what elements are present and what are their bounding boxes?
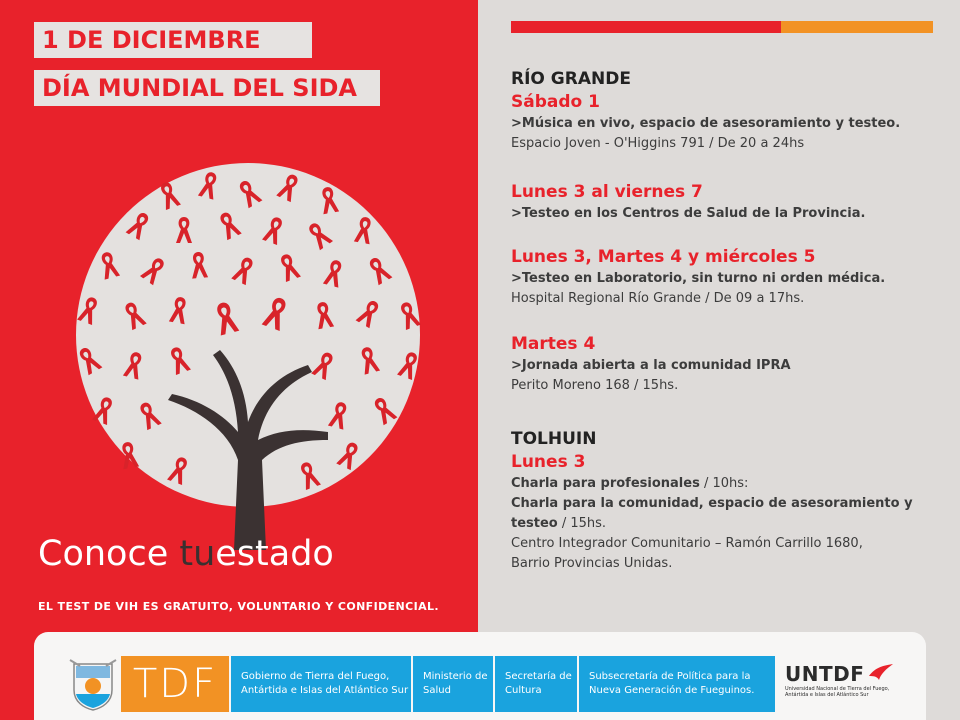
event-block <box>511 332 951 396</box>
talk-professionals-time: / 10hs: <box>699 476 749 491</box>
event-desc: >Testeo en Laboratorio, sin turno ni orden médica. <box>511 271 886 286</box>
top-accent-bar <box>511 21 933 33</box>
rio-grande-section <box>511 68 951 154</box>
untdf-logo <box>785 662 895 706</box>
event-place-2: Barrio Provincias Unidas. <box>511 556 673 571</box>
event-desc: >Testeo en los Centros de Salud de la Provincia. <box>511 206 866 221</box>
subsecretaria-label: Subsecretaría de Política para la Nueva Generación de Fueguinos. <box>579 656 775 712</box>
city-tolhuin: TOLHUIN <box>511 429 597 449</box>
ministerio-label: Ministerio de Salud <box>413 656 493 712</box>
event-block <box>511 245 951 309</box>
event-date: Lunes 3, Martes 4 y miércoles 5 <box>511 247 816 267</box>
event-place: Centro Integrador Comunitario – Ramón Carrillo 1680, <box>511 536 863 551</box>
slogan-part1: Conoce <box>38 534 169 574</box>
event-date: Lunes 3 <box>511 452 586 472</box>
event-place: Hospital Regional Río Grande / De 09 a 17hs. <box>511 291 805 306</box>
city-rio-grande: RÍO GRANDE <box>511 69 631 89</box>
date-tag: 1 DE DICIEMBRE <box>34 22 312 58</box>
untdf-subtitle: Universidad Nacional de Tierra del Fuego, Antártida e Islas del Atlántico Sur <box>785 686 890 698</box>
event-date: Lunes 3 al viernes 7 <box>511 182 703 202</box>
talk-professionals: Charla para profesionales <box>511 476 700 491</box>
disclaimer: EL TEST DE VIH ES GRATUITO, VOLUNTARIO Y CONFIDENCIAL. <box>38 600 439 613</box>
untdf-title: UNTDF <box>785 662 865 686</box>
talk-community-time: / 15hs. <box>557 516 607 531</box>
title-tag: DÍA MUNDIAL DEL SIDA <box>34 70 380 106</box>
slogan-part3: estado <box>215 534 334 574</box>
gob-label: Gobierno de Tierra del Fuego, Antártida e Islas del Atlántico Sur <box>231 656 411 712</box>
event-date: Sábado 1 <box>511 92 600 112</box>
tdf-logo: TDF <box>121 656 229 712</box>
event-place: Perito Moreno 168 / 15hs. <box>511 378 679 393</box>
event-block <box>511 180 951 224</box>
ribbon-tree-illustration <box>38 160 458 560</box>
talk-community: Charla para la comunidad, espacio de asesoramiento y testeo <box>511 496 913 531</box>
event-desc: >Jornada abierta a la comunidad IPRA <box>511 358 791 373</box>
event-desc: >Música en vivo, espacio de asesoramiento y testeo. <box>511 116 901 131</box>
bird-icon <box>867 662 895 682</box>
province-shield-icon <box>66 656 120 712</box>
event-place: Espacio Joven - O'Higgins 791 / De 20 a 24hs <box>511 136 805 151</box>
event-date: Martes 4 <box>511 334 596 354</box>
slogan <box>38 534 334 574</box>
slogan-part2: tu <box>179 534 216 574</box>
secretaria-label: Secretaría de Cultura <box>495 656 577 712</box>
tolhuin-section <box>511 428 951 574</box>
